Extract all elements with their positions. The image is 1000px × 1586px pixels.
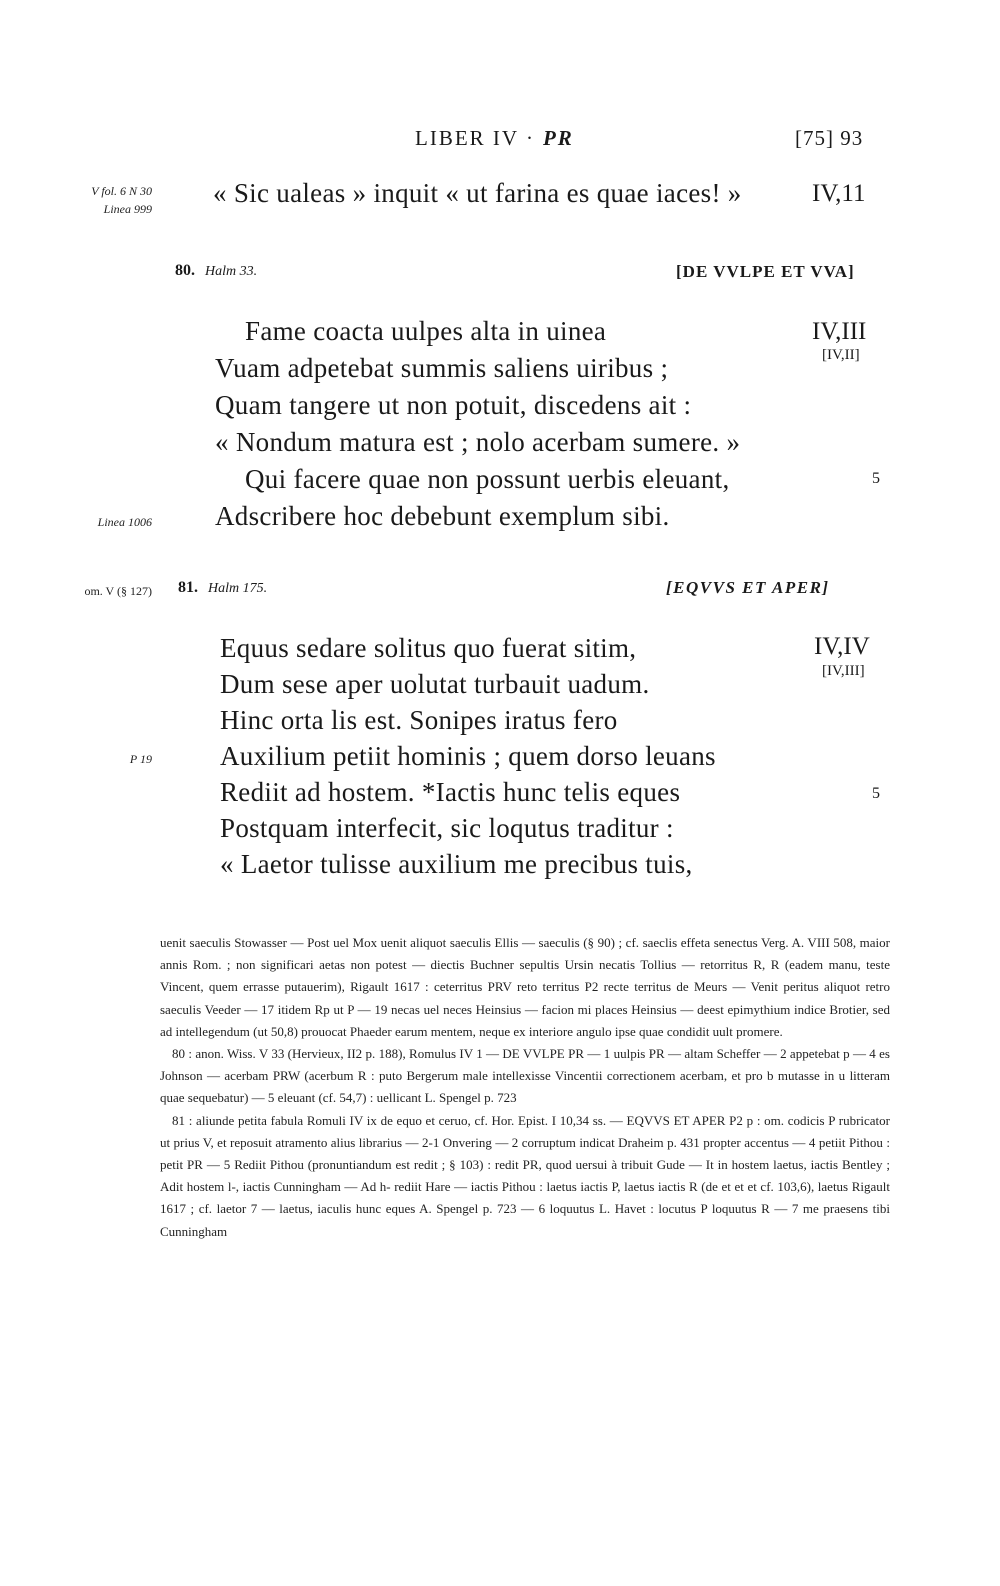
alt-reference: [IV,III] xyxy=(822,663,865,679)
verse-line: Dum sese aper uolutat turbauit uadum. xyxy=(220,669,650,699)
verse-line: Auxilium petiit hominis ; quem dorso leuans xyxy=(220,741,716,771)
verse-line: Rediit ad hostem. *Iactis hunc telis eques xyxy=(220,777,681,807)
book-reference: IV,IV xyxy=(814,633,870,660)
apparatus-note: 80 : anon. Wiss. V 33 (Hervieux, II2 p. 188), Romulus IV 1 — DE VVLPE PR — 1 uulpis PR — altam Scheffer — 2 appetebat p — 4 es Johnson — acerbam PRW (acerbum R : puto Bergerum male intellexisse Vincentii correctionem acerbam, et pro b mutasse in u litteram quae sequebatur) — 5 eleuant (cf. 54,7) : uellicant L. Spengel p. 723 xyxy=(160,1046,890,1106)
book-reference: IV,11 xyxy=(812,180,866,207)
margin-note-line-1006: Linea 1006 xyxy=(97,515,152,529)
verse-line: Equus sedare solitus quo fuerat sitim, xyxy=(220,633,637,663)
fable-number: 80. xyxy=(175,262,195,279)
margin-note-p19: P 19 xyxy=(129,752,152,766)
fable-heading xyxy=(178,579,267,597)
verse-line: Adscribere hoc debebunt exemplum sibi. xyxy=(215,501,670,531)
book-reference: IV,III xyxy=(812,318,867,345)
apparatus-note: uenit saeculis Stowasser — Post uel Mox uenit aliquot saeculis Ellis — saeculis (§ 90) ; cf. saeclis effeta senectus Verg. A. VIII 508, maior annis Rom. ; non significari aetas non potest — diectis Buchner sepultis Ursin necatis Tollius — retorritus R, R (eadem manu, teste Vincent, quem errasse putauerim), Rigault 1617 : ceterritus PRV reto territus P2 recte territus de Meurs — Venit peritus aliquot retro saeculis Veeder — 17 itidem Rp ut P — 19 necas uel neces Heinsius — facion mi places Heinsius — deest epimythium indice Brotier, sed ad intellegendum (ut 50,8) prouocat Phaeder earum mentem, neque ex interiore angulo ipse quae condidit uult promere. xyxy=(160,935,890,1039)
verse-line: Fame coacta uulpes alta in uinea xyxy=(245,316,607,346)
verse-line: « Nondum matura est ; nolo acerbam sumere. » xyxy=(215,427,741,457)
margin-note-omission: om. V (§ 127) xyxy=(84,584,152,598)
line-number: 5 xyxy=(872,785,880,802)
running-head-title: LIBER IV · xyxy=(415,126,535,150)
verse-line: Qui facere quae non possunt uerbis eleuant, xyxy=(245,464,730,494)
verse-line: « Sic ualeas » inquit « ut farina es quae iaces! » xyxy=(213,178,742,208)
fable-source: Halm 33. xyxy=(205,264,258,279)
critical-apparatus xyxy=(160,932,890,1243)
running-head-sigla: PR xyxy=(542,126,574,150)
fable-title: [EQVVS ET APER] xyxy=(666,578,830,597)
verse-line: « Laetor tulisse auxilium me precibus tuis, xyxy=(220,849,693,879)
apparatus-note: 81 : aliunde petita fabula Romuli IV ix de equo et ceruo, cf. Hor. Epist. I 10,34 ss. — EQVVS ET APER P2 p : om. codicis P rubricator ut prius V, et reposuit atramento alius librarius — 2-1 Onvering — 2 corruptum indicat Draheim p. 431 propter accentus — 4 petiit Pithou : petit PR — 5 Rediit Pithou (pronuntiandum est redit ; § 103) : redit PR, quod uersui à tribuit Gude — It in hostem laetus, iactis Bentley ; Adit hostem l-, iactis Cunningham — Ad h- rediit Hare — iactis Pithou : laetus iactis P, laetus iactis R (de et et et cf. 103,6), laetus Rigault 1617 ; cf. laetor 7 — laetus, iaculis hunc eques A. Spengel p. 723 — 6 loquutus L. Havet : locutus P loquutus R — 7 me praesens tibi Cunningham xyxy=(160,1112,890,1239)
verse-line: Quam tangere ut non potuit, discedens ait : xyxy=(215,390,692,420)
verse-line: Hinc orta lis est. Sonipes iratus fero xyxy=(220,705,618,735)
alt-reference: [IV,II] xyxy=(822,347,860,363)
fable-heading xyxy=(175,262,257,280)
margin-note-line: Linea 999 xyxy=(103,202,152,216)
verse-line: Vuam adpetebat summis saliens uiribus ; xyxy=(215,353,669,383)
fable-title: [DE VVLPE ET VVA] xyxy=(676,262,855,281)
line-number: 5 xyxy=(872,470,880,487)
fable-source: Halm 175. xyxy=(208,581,268,596)
margin-note-folio: V fol. 6 N 30 xyxy=(91,184,152,198)
page-number: [75] 93 xyxy=(795,126,864,150)
fable-number: 81. xyxy=(178,579,198,596)
running-head xyxy=(415,126,574,151)
verse-line: Postquam interfecit, sic loqutus traditur : xyxy=(220,813,674,843)
